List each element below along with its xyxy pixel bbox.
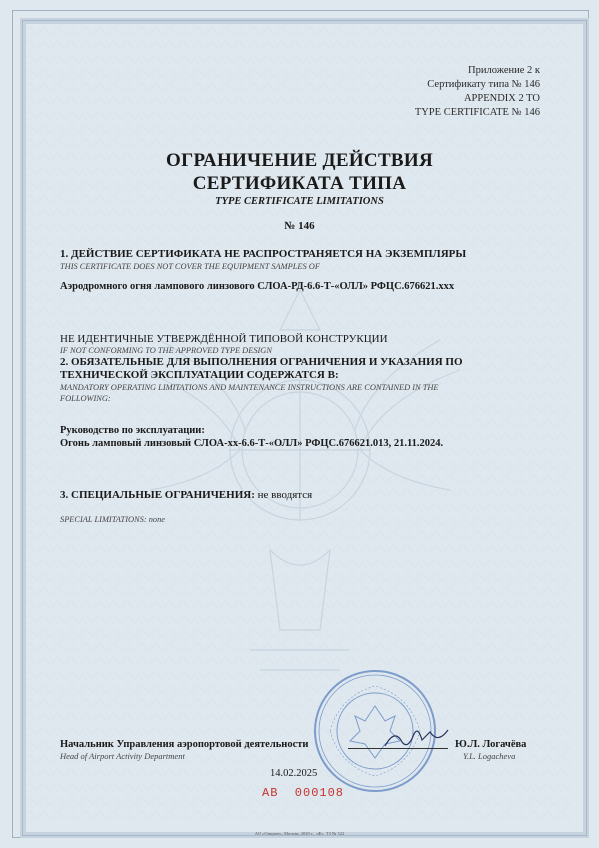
- printer-footer: АО «Опцион», Москва, 2020 г., «Ф». ТЗ № 522: [254, 831, 345, 836]
- section3-heading: 3. СПЕЦИАЛЬНЫЕ ОГРАНИЧЕНИЯ:: [60, 489, 255, 501]
- section3-heading-row: [60, 489, 530, 502]
- signatory-name-en: Y.L. Logacheva: [463, 751, 516, 761]
- appendix-line: TYPE CERTIFICATE № 146: [414, 107, 540, 118]
- section2-heading-line2: ТЕХНИЧЕСКОЙ ЭКСПЛУАТАЦИИ СОДЕРЖАТСЯ В:: [60, 369, 339, 381]
- signature-line: [348, 748, 448, 749]
- signatory-name: Ю.Л. Логачёва: [455, 739, 527, 750]
- section2-heading-en-line2: FOLLOWING:: [60, 394, 111, 403]
- appendix-line: APPENDIX 2 TO: [463, 93, 540, 104]
- title-line-2: СЕРТИФИКАТА ТИПА: [192, 173, 407, 194]
- section1-tail: НЕ ИДЕНТИЧНЫЕ УТВЕРЖДЁННОЙ ТИПОВОЙ КОНСТРУКЦИИ: [60, 333, 388, 345]
- signatory-role: Начальник Управления аэропортовой деятельности: [60, 739, 309, 750]
- appendix-line: Приложение 2 к: [468, 65, 540, 76]
- section2-heading-en-line1: MANDATORY OPERATING LIMITATIONS AND MAINTENANCE INSTRUCTIONS ARE CONTAINED IN THE: [60, 383, 439, 392]
- section1-tail-en: IF NOT CONFORMING TO THE APPROVED TYPE DESIGN: [60, 346, 272, 355]
- appendix-line: Сертификату типа № 146: [427, 79, 540, 90]
- section3-value: не вводятся: [257, 489, 313, 501]
- section3-heading-en: SPECIAL LIMITATIONS: none: [60, 515, 165, 524]
- aviation-emblem-watermark: [120, 250, 480, 690]
- section1-heading-en: THIS CERTIFICATE DOES NOT COVER THE EQUIPMENT SAMPLES OF: [60, 262, 320, 271]
- section1-item: Аэродромного огня лампового линзового СЛОА-РД-6.6-Т-«ОЛЛ» РФЦС.676621.xxx: [60, 281, 455, 292]
- appendix-block: [360, 64, 540, 120]
- serial-number: AB 000108: [262, 786, 345, 800]
- manual-label: Руководство по эксплуатации:: [60, 425, 205, 436]
- issue-date: 14.02.2025: [270, 768, 318, 779]
- certificate-number: № 146: [284, 220, 315, 232]
- section1-heading: 1. ДЕЙСТВИЕ СЕРТИФИКАТА НЕ РАСПРОСТРАНЯЕТСЯ НА ЭКЗЕМПЛЯРЫ: [60, 248, 467, 260]
- section2-heading-line1: 2. ОБЯЗАТЕЛЬНЫЕ ДЛЯ ВЫПОЛНЕНИЯ ОГРАНИЧЕНИЯ И УКАЗАНИЯ ПО: [60, 356, 463, 368]
- manual-reference: Огонь ламповый линзовый СЛОА-хх-6.6-Т-«ОЛЛ» РФЦС.676621.013, 21.11.2024.: [60, 438, 444, 449]
- handwritten-signature: [380, 724, 455, 754]
- title-english: TYPE CERTIFICATE LIMITATIONS: [215, 196, 384, 207]
- signatory-role-en: Head of Airport Activity Department: [60, 751, 185, 761]
- title-line-1: ОГРАНИЧЕНИЕ ДЕЙСТВИЯ: [165, 150, 433, 171]
